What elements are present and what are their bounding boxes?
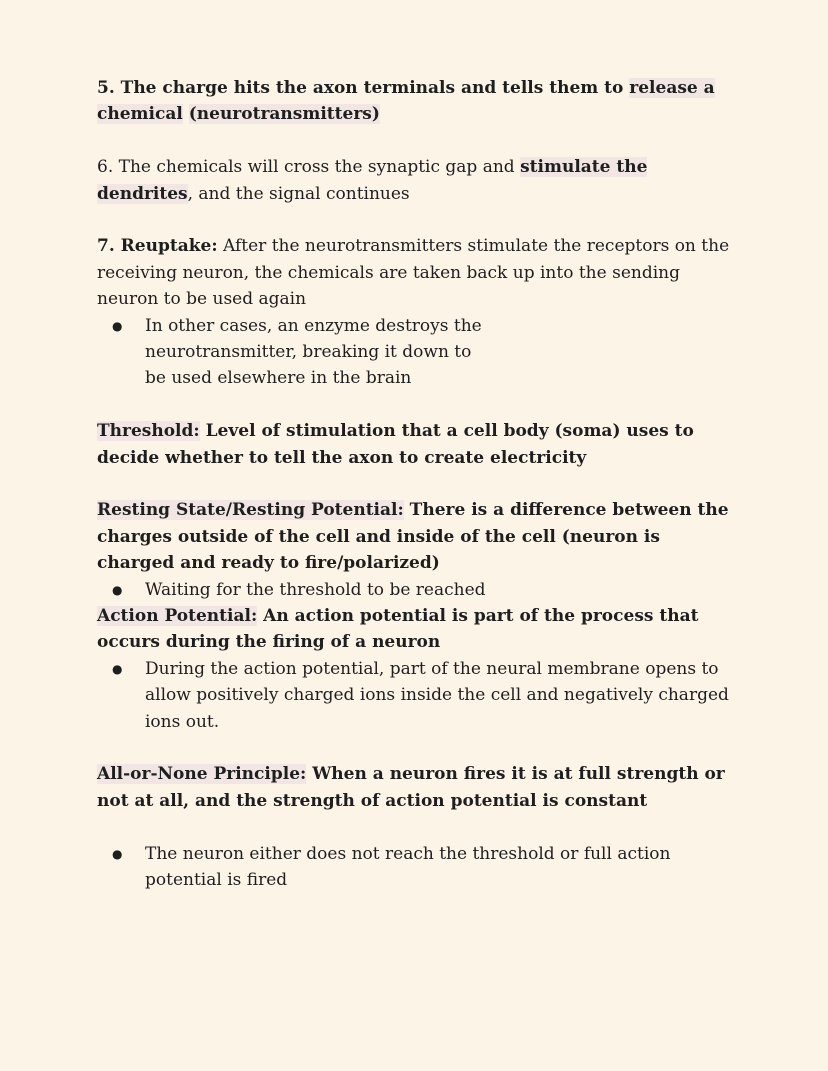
step-5-paragraph: [97, 75, 738, 128]
action-potential-bullets: [97, 656, 738, 735]
resting-state-text: There is a difference between the charges outside of the cell and inside of the cell (neuron is charged and ready to fire/polarized): [97, 500, 729, 574]
all-or-none-bullet-text: The neuron either does not reach the threshold or full action potential is fired: [145, 843, 671, 891]
step-7-term: 7. Reuptake:: [97, 236, 218, 257]
action-potential-bullet-text: During the action potential, part of the neural membrane opens to allow positively charged ions inside the cell and negatively charged ions out.: [145, 658, 729, 732]
step-6-lead: 6. The chemicals will cross the synaptic gap and: [97, 157, 521, 178]
resting-state-paragraph: [97, 497, 738, 576]
step-7-bullets: [97, 313, 738, 392]
list-item: [112, 577, 738, 603]
step-6-highlight: stimulate the dendrites: [97, 157, 648, 204]
bullet-icon: ●: [112, 846, 123, 861]
all-or-none-term: All-or-None Principle:: [97, 764, 307, 785]
resting-state-bullets: [97, 577, 738, 603]
list-item: [112, 841, 738, 894]
all-or-none-paragraph: [97, 761, 738, 814]
action-potential-paragraph: [97, 603, 738, 656]
step-7-text: After the neurotransmitters stimulate the receptors on the receiving neuron, the chemicals are taken back up into the sending neuron to be used again: [97, 236, 730, 310]
step-5-lead: 5. The charge hits the axon terminals and tells them to: [97, 78, 630, 98]
list-item: [112, 656, 738, 735]
step-6-paragraph: [97, 154, 738, 207]
resting-state-bullet-text: Waiting for the threshold to be reached: [145, 579, 486, 600]
all-or-none-text: When a neuron fires it is at full strength or not at all, and the strength of action potential is constant: [97, 764, 725, 811]
action-potential-term: Action Potential:: [97, 606, 258, 627]
step-5-highlight: release a chemical: [97, 78, 715, 125]
all-or-none-bullets: [97, 841, 738, 894]
bullet-icon: ●: [112, 661, 123, 676]
threshold-term: Threshold:: [97, 421, 200, 442]
threshold-paragraph: [97, 418, 738, 471]
step-5-tail: (neurotransmitters): [188, 104, 380, 125]
step-6-tail: , and the signal continues: [187, 183, 410, 204]
action-potential-text: An action potential is part of the process that occurs during the firing of a neuron: [97, 606, 699, 653]
resting-state-term: Resting State/Resting Potential:: [97, 500, 404, 521]
step-7-bullet-text: In other cases, an enzyme destroys the neurotransmitter, breaking it down to be used elsewhere in the brain: [145, 315, 482, 389]
step-7-paragraph: [97, 233, 738, 312]
list-item: [112, 313, 738, 392]
threshold-text: Level of stimulation that a cell body (soma) uses to decide whether to tell the axon to create electricity: [97, 421, 694, 468]
bullet-icon: ●: [112, 318, 123, 333]
bullet-icon: ●: [112, 582, 123, 597]
